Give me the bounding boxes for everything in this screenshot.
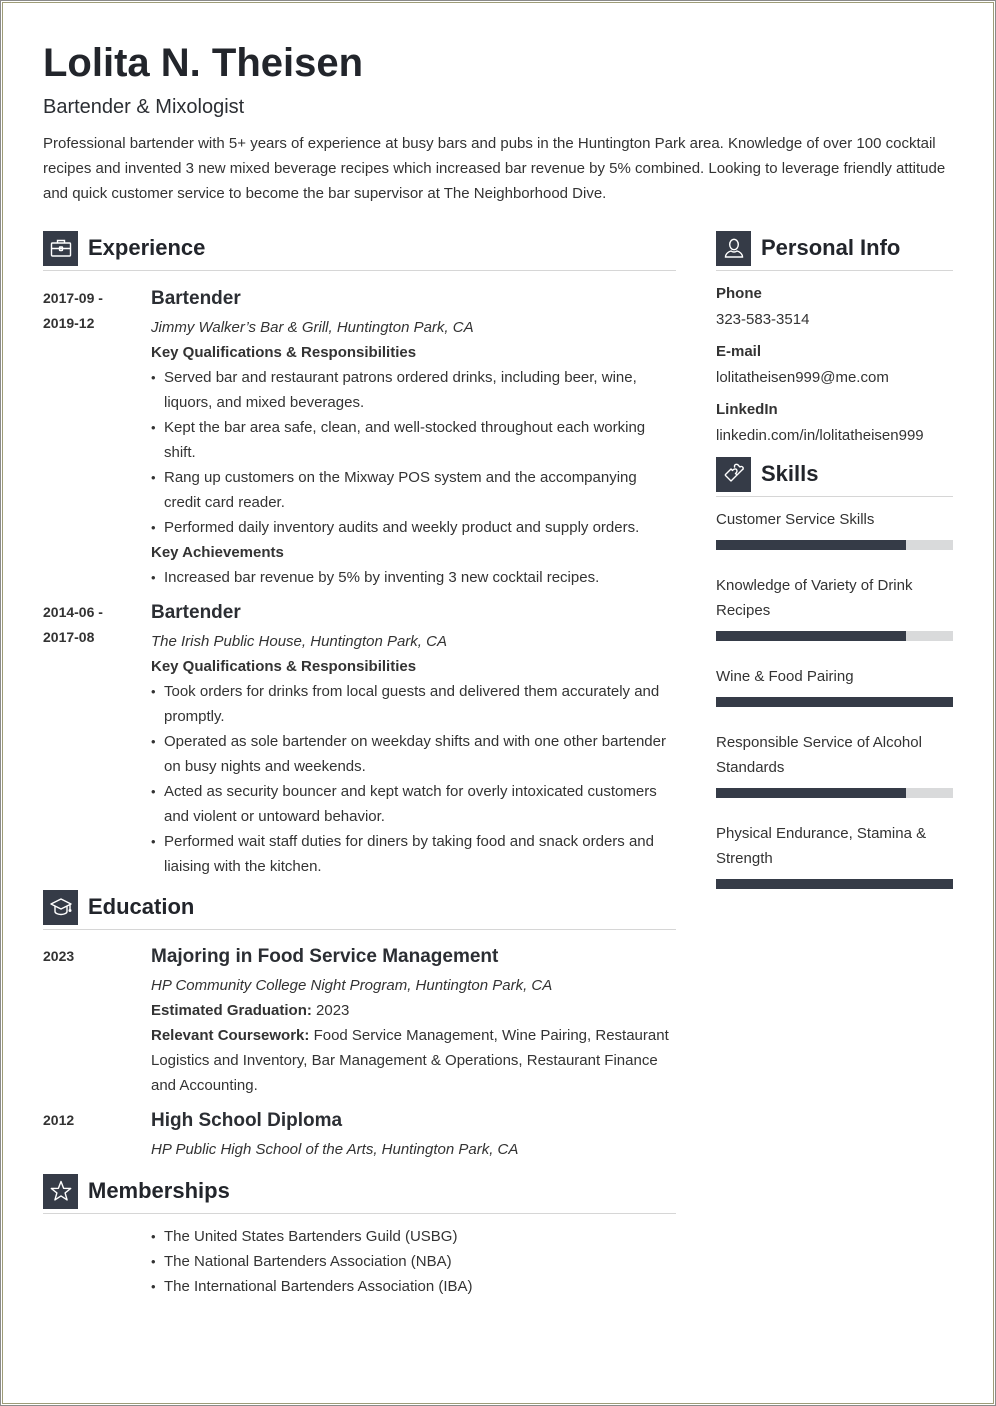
list-item: • The International Bartenders Association (IBA) <box>151 1274 676 1299</box>
linkedin-value[interactable]: linkedin.com/in/lolitatheisen999 <box>716 427 924 444</box>
skill-name: Wine & Food Pairing <box>716 668 854 685</box>
education-title: Education <box>88 894 195 919</box>
education-entry <box>43 944 676 1098</box>
graduation-cap-icon <box>43 890 78 925</box>
experience-section <box>43 230 676 879</box>
skill-bar-fill <box>716 540 906 550</box>
skill-item <box>716 730 953 798</box>
candidate-title: Bartender & Mixologist <box>43 96 245 118</box>
skills-section <box>716 456 953 889</box>
coursework-label: Relevant Coursework: <box>151 1027 310 1044</box>
responsibilities-heading: Key Qualifications & Responsibilities <box>151 344 417 361</box>
experience-entry <box>43 286 676 590</box>
candidate-name: Lolita N. Theisen <box>43 41 364 85</box>
list-item: • The United States Bartenders Guild (USBG) <box>151 1224 676 1249</box>
email-value[interactable]: lolitatheisen999@me.com <box>716 369 889 386</box>
skill-bar <box>716 697 953 707</box>
list-item: • Served bar and restaurant patrons ordered drinks, including beer, wine, liquors, and mixed beverages. <box>151 365 676 415</box>
school: HP Community College Night Program, Huntington Park, CA <box>151 977 553 994</box>
skill-name: Responsible Service of Alcohol Standards <box>716 734 922 776</box>
skill-name: Physical Endurance, Stamina & Strength <box>716 825 927 867</box>
info-linkedin <box>716 397 953 448</box>
skill-bar <box>716 631 953 641</box>
job-title: Bartender <box>151 288 241 309</box>
list-item: • The National Bartenders Association (NBA) <box>151 1249 676 1274</box>
graduation-line <box>151 998 676 1023</box>
skill-bar <box>716 540 953 550</box>
personal-info-header <box>716 230 953 271</box>
degree: Majoring in Food Service Management <box>151 946 499 967</box>
entry-dates <box>43 286 151 590</box>
resume-page <box>43 40 953 1295</box>
personal-info-title: Personal Info <box>761 235 901 260</box>
list-item: • Acted as security bouncer and kept watch for overly intoxicated customers and violent or untoward behavior. <box>151 779 676 829</box>
entry-date: 2023 <box>43 948 75 964</box>
memberships-title: Memberships <box>88 1178 230 1203</box>
user-icon <box>716 231 751 266</box>
date-start: 2017-09 - <box>43 290 103 306</box>
entry-date: 2012 <box>43 1112 75 1128</box>
skill-bar-fill <box>716 631 906 641</box>
list-item: • Rang up customers on the Mixway POS system and the accompanying credit card reader. <box>151 465 676 515</box>
skill-bar <box>716 879 953 889</box>
puzzle-piece-icon <box>716 457 751 492</box>
coursework-line <box>151 1023 676 1098</box>
education-entry <box>43 1108 676 1162</box>
list-item: • Took orders for drinks from local guests and delivered them accurately and promptly. <box>151 679 676 729</box>
info-label: E-mail <box>716 343 762 360</box>
achievements-heading: Key Achievements <box>151 544 284 561</box>
list-item: • Kept the bar area safe, clean, and well-stocked throughout each working shift. <box>151 415 676 465</box>
experience-entry <box>43 600 676 879</box>
list-item: • Operated as sole bartender on weekday shifts and with one other bartender on busy nights and weekends. <box>151 729 676 779</box>
right-column <box>716 230 953 889</box>
skill-name: Knowledge of Variety of Drink Recipes <box>716 577 913 619</box>
experience-header <box>43 230 676 271</box>
skill-item <box>716 664 953 707</box>
job-title: Bartender <box>151 602 241 623</box>
memberships-section <box>43 1173 676 1299</box>
school: HP Public High School of the Arts, Huntington Park, CA <box>151 1141 519 1158</box>
skill-name: Customer Service Skills <box>716 511 875 528</box>
summary: Professional bartender with 5+ years of experience at busy bars and pubs in the Huntington Park area. Knowledge of over 100 cocktail recipes and invented 3 new mixed beverage recipes which increased bar revenue by 5% combined. Looking to leverage friendly attitude and quick customer service to become the bar supervisor at The Neighborhood Dive. <box>43 135 946 202</box>
skill-bar-fill <box>716 879 953 889</box>
briefcase-icon <box>43 231 78 266</box>
achievements-list <box>151 565 676 590</box>
responsibilities-heading: Key Qualifications & Responsibilities <box>151 658 417 675</box>
skills-title: Skills <box>761 461 819 486</box>
phone-value: 323-583-3514 <box>716 311 810 328</box>
date-start: 2014-06 - <box>43 604 103 620</box>
graduation-label: Estimated Graduation: <box>151 1002 312 1019</box>
left-column <box>43 230 676 1299</box>
skill-bar-fill <box>716 697 953 707</box>
coursework-value: Food Service Management, Wine Pairing, Restaurant Logistics and Inventory, Bar Management & Operations, Restaurant Finance and Accounting. <box>151 1027 669 1094</box>
degree: High School Diploma <box>151 1110 343 1131</box>
info-phone <box>716 281 953 332</box>
skills-header <box>716 456 953 497</box>
skill-bar-fill <box>716 788 906 798</box>
personal-info-section <box>716 230 953 448</box>
skill-item <box>716 573 953 641</box>
date-end: 2017-08 <box>43 629 95 645</box>
info-label: LinkedIn <box>716 401 778 418</box>
employer: The Irish Public House, Huntington Park, CA <box>151 633 447 650</box>
experience-title: Experience <box>88 235 206 260</box>
star-icon <box>43 1174 78 1209</box>
employer: Jimmy Walker’s Bar & Grill, Huntington Park, CA <box>151 319 474 336</box>
education-header <box>43 889 676 930</box>
education-section <box>43 889 676 1162</box>
list-item: • Increased bar revenue by 5% by inventing 3 new cocktail recipes. <box>151 565 676 590</box>
memberships-list <box>151 1224 676 1299</box>
responsibilities-list <box>151 365 676 540</box>
memberships-header <box>43 1173 676 1214</box>
info-label: Phone <box>716 285 762 302</box>
skill-bar <box>716 788 953 798</box>
graduation-value: 2023 <box>316 1002 350 1019</box>
date-end: 2019-12 <box>43 315 95 331</box>
list-item: • Performed wait staff duties for diners by taking food and snack orders and liaising with the kitchen. <box>151 829 676 879</box>
info-email <box>716 339 953 390</box>
responsibilities-list <box>151 679 676 879</box>
list-item: • Performed daily inventory audits and weekly product and supply orders. <box>151 515 676 540</box>
entry-dates <box>43 600 151 879</box>
skill-item <box>716 821 953 889</box>
skill-item <box>716 507 953 550</box>
